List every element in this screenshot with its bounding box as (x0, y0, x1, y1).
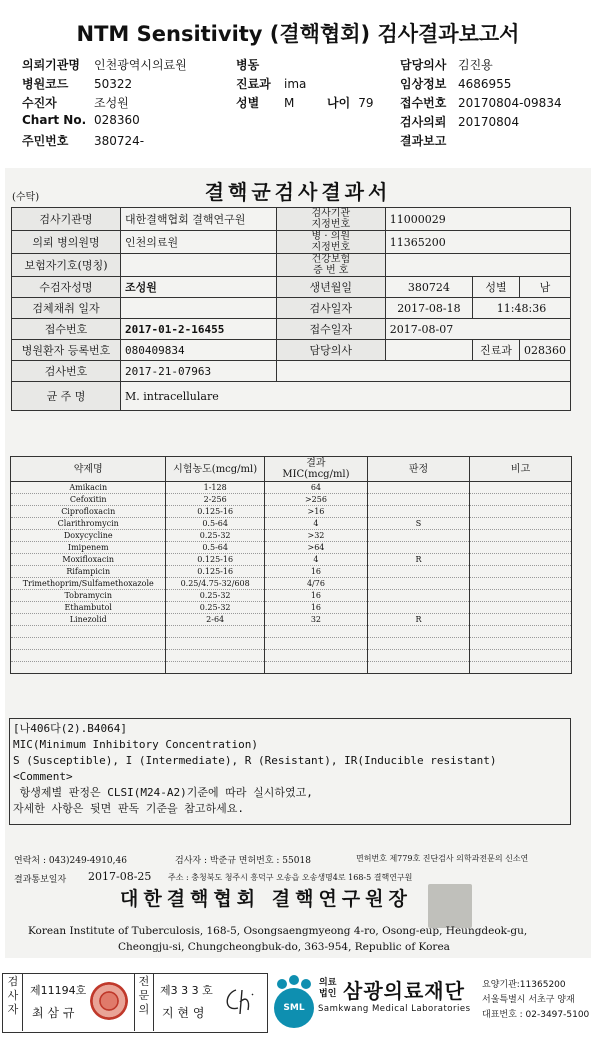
facility-code: 요양기관:11365200 (482, 980, 566, 990)
table-row (11, 530, 572, 542)
header-label: 임상정보 (400, 77, 447, 91)
drug-cell: 2-64 (166, 614, 264, 626)
drug-cell: Tobramycin (11, 590, 166, 602)
testno-value: 2017-21-07963 (121, 361, 277, 382)
address-en-1: Korean Institute of Tuberculosis, 168-5, Osongsaengmyeong 4-ro, Osong-eup, Heungdeok-gu, (28, 925, 528, 937)
drug-cell (470, 662, 572, 674)
comment-line: MIC(Minimum Inhibitory Concentration) (13, 738, 259, 751)
drug-cell: Moxifloxacin (11, 554, 166, 566)
health-no-value (385, 254, 570, 277)
drug-cell (470, 650, 572, 662)
drug-header-cell: 결과 MIC(mcg/ml) (264, 457, 367, 482)
drug-cell: >64 (264, 542, 367, 554)
table-row (11, 590, 572, 602)
dob-label: 생년월일 (276, 277, 385, 298)
drug-cell (368, 494, 470, 506)
agency-no-label: 검사기관 지정번호 (276, 208, 385, 231)
table-row (11, 518, 572, 530)
table-row (11, 626, 572, 638)
drug-cell (11, 626, 166, 638)
table-row (11, 578, 572, 590)
receiptdate-value: 2017-08-07 (385, 319, 570, 340)
header-field (400, 94, 562, 111)
phone-text: 대표번호 : 02-3497-5100 (482, 1010, 590, 1020)
drug-cell (368, 578, 470, 590)
specialist-signature-icon (222, 986, 258, 1016)
drug-cell (470, 590, 572, 602)
species-label: 균 주 명 (12, 382, 121, 411)
header-field (400, 132, 458, 149)
drug-cell (264, 662, 367, 674)
notice-date: 2017-08-25 (88, 870, 152, 883)
drug-cell (11, 638, 166, 650)
drug-cell (11, 662, 166, 674)
dept-value: 028360 (520, 340, 571, 361)
drug-cell (368, 590, 470, 602)
drug-header-cell: 비고 (470, 457, 572, 482)
header-field (22, 113, 140, 127)
drug-cell: 4 (264, 554, 367, 566)
drug-cell: 0.25-32 (166, 590, 264, 602)
header-label: 접수번호 (400, 96, 447, 110)
drug-cell: Amikacin (11, 482, 166, 494)
header-value: 조성원 (94, 96, 129, 110)
header-field (236, 75, 306, 92)
address-text: 서울특별시 서초구 양재 (482, 995, 575, 1005)
divider (134, 973, 135, 1031)
reg-label: 병원환자 등록번호 (12, 340, 121, 361)
testdate-value: 2017-08-18 (385, 298, 472, 319)
examiner-name: 최 삼 규 (32, 1006, 75, 1020)
bottom-strip (0, 970, 596, 1039)
table-row (11, 602, 572, 614)
drug-cell (470, 602, 572, 614)
header-label: 병동 (236, 58, 260, 72)
table-row (11, 650, 572, 662)
drug-cell: 16 (264, 590, 367, 602)
sml-logo-icon (272, 974, 316, 1030)
drug-cell (470, 566, 572, 578)
drug-cell (368, 566, 470, 578)
page-title: NTM Sensitivity (결핵협회) 검사결과보고서 (76, 22, 520, 46)
header-label: Chart No. (22, 113, 87, 127)
drug-cell (368, 482, 470, 494)
drug-cell (470, 542, 572, 554)
drug-header-cell: 약제명 (11, 457, 166, 482)
drug-cell: >32 (264, 530, 367, 542)
drug-cell: 0.125-16 (166, 566, 264, 578)
drug-cell (470, 578, 572, 590)
receiptdate-label: 접수일자 (276, 319, 385, 340)
header-value: 20170804 (458, 115, 520, 129)
logo-english: Samkwang Medical Laboratories (318, 1004, 471, 1014)
name-label: 수검자성명 (12, 277, 121, 298)
drug-cell (470, 530, 572, 542)
drug-cell: 0.25/4.75-32/608 (166, 578, 264, 590)
table-row (11, 662, 572, 674)
drug-cell: Cefoxitin (11, 494, 166, 506)
insurance-value (121, 254, 277, 277)
header-field (400, 56, 493, 73)
comment-line: S (Susceptible), I (Intermediate), R (Resistant), IR(Inducible resistant) (13, 754, 497, 767)
drug-cell (368, 506, 470, 518)
receipt-label: 접수번호 (12, 319, 121, 340)
insurance-label: 보험자기호(명칭) (12, 254, 121, 277)
receipt-value: 2017-01-2-16455 (121, 319, 277, 340)
testdate-label: 검사일자 (276, 298, 385, 319)
drug-cell: 0.5-64 (166, 542, 264, 554)
comment-line: 자세한 사항은 뒷면 판독 기준을 참고하세요. (13, 802, 245, 815)
address-en-2: Cheongju-si, Chungcheongbuk-do, 363-954, Republic of Korea (118, 941, 450, 953)
drug-cell (470, 494, 572, 506)
header-label: 병원코드 (22, 77, 69, 91)
header-value: 50322 (94, 77, 133, 91)
drug-cell: 2-256 (166, 494, 264, 506)
testno-empty (276, 361, 570, 382)
drug-cell: 0.25-32 (166, 602, 264, 614)
drug-cell (368, 662, 470, 674)
header-value: 4686955 (458, 77, 512, 91)
drug-cell (11, 650, 166, 662)
address-kr: 주소 : 충청북도 청주시 흥덕구 오송읍 오송생명4로 168-5 결핵연구원 (168, 873, 413, 882)
header-label: 진료과 (236, 77, 271, 91)
drug-cell (264, 638, 367, 650)
divider (153, 973, 154, 1031)
comment-line: 항생제별 판정은 CLSI(M24-A2)기준에 따라 실시하였고, (13, 786, 313, 799)
drug-cell: 32 (264, 614, 367, 626)
age-field: 나이 79 (327, 96, 374, 110)
header-field (22, 94, 129, 111)
table-row (11, 566, 572, 578)
header-value: ima (284, 77, 307, 91)
drug-cell: R (368, 614, 470, 626)
drug-cell: 4/76 (264, 578, 367, 590)
institute-seal (428, 884, 472, 928)
header-field (236, 94, 294, 111)
header-label: 담당의사 (400, 58, 447, 72)
drug-cell (470, 554, 572, 566)
contact-text: 연락처 : 043)249-4910,46 (14, 856, 127, 866)
logo-name: 삼광의료재단 (343, 979, 465, 1003)
notice-label: 결과통보일자 (14, 875, 67, 885)
drug-cell (166, 638, 264, 650)
drug-cell (470, 638, 572, 650)
header-value: 인천광역시의료원 (94, 58, 187, 72)
header-label: 수진자 (22, 96, 57, 110)
drug-cell: 0.25-32 (166, 530, 264, 542)
drug-cell (368, 602, 470, 614)
drug-cell: Doxycycline (11, 530, 166, 542)
header-field (22, 75, 132, 92)
header-value: 380724- (94, 134, 145, 148)
comment-box (9, 718, 571, 825)
drug-cell (166, 662, 264, 674)
drug-cell: 1-128 (166, 482, 264, 494)
header-label: 검사의뢰 (400, 115, 447, 129)
drug-cell: 4 (264, 518, 367, 530)
sex-value: 남 (520, 277, 571, 298)
drug-susceptibility-table (10, 456, 572, 674)
logo-badge: SML (283, 1003, 305, 1013)
drug-cell (368, 626, 470, 638)
header-label: 성별 (236, 96, 260, 110)
examiner-no: 제11194호 (30, 984, 87, 997)
drug-cell (264, 650, 367, 662)
drug-cell (368, 530, 470, 542)
drug-cell (470, 626, 572, 638)
drug-cell (264, 626, 367, 638)
reg-value: 080409834 (121, 340, 277, 361)
header-field (22, 56, 187, 73)
table-row (11, 542, 572, 554)
drug-cell (470, 482, 572, 494)
collect-label: 검체채취 일자 (12, 298, 121, 319)
hospital-no-value: 11365200 (385, 231, 570, 254)
comment-line: <Comment> (13, 770, 73, 783)
drug-cell: 64 (264, 482, 367, 494)
table-row (11, 614, 572, 626)
dept-label: 진료과 (473, 340, 520, 361)
drug-cell: Imipenem (11, 542, 166, 554)
health-no-label: 건강보험 증 번 호 (276, 254, 385, 277)
drug-cell: S (368, 518, 470, 530)
drug-cell: Trimethoprim/Sulfamethoxazole (11, 578, 166, 590)
specialist-vertical-label: 전 문 의 (138, 975, 150, 1016)
header-value: 028360 (94, 113, 140, 127)
table-row (11, 554, 572, 566)
drug-cell: Ciprofloxacin (11, 506, 166, 518)
testtime-value: 11:48:36 (473, 298, 571, 319)
drug-cell: 0.125-16 (166, 554, 264, 566)
header-label: 의뢰기관명 (22, 58, 80, 72)
header-label: 결과보고 (400, 134, 447, 148)
agency-no-value: 11000029 (385, 208, 570, 231)
logo-prefix: 의료 법인 (319, 978, 337, 999)
drug-cell: Linezolid (11, 614, 166, 626)
drug-header-cell: 판정 (368, 457, 470, 482)
agency-value: 대한결핵협회 결핵연구원 (121, 208, 277, 231)
examiner-vertical-label: 검 사 자 (7, 975, 19, 1016)
table-row (11, 482, 572, 494)
drug-cell: >256 (264, 494, 367, 506)
drug-cell (368, 638, 470, 650)
hospital-label: 의뢰 병의원명 (12, 231, 121, 254)
drug-cell (166, 650, 264, 662)
testno-label: 검사번호 (12, 361, 121, 382)
table-row (11, 506, 572, 518)
patient-info-table (11, 207, 571, 411)
header-field (400, 75, 511, 92)
species-value: M. intracellulare (121, 382, 571, 411)
drug-cell: 0.5-64 (166, 518, 264, 530)
drug-cell: 16 (264, 566, 367, 578)
header-field (236, 56, 284, 73)
comment-line: [나406다(2).B4064] (13, 722, 127, 735)
drug-cell: 16 (264, 602, 367, 614)
header-label: 주민번호 (22, 134, 69, 148)
drug-cell: R (368, 554, 470, 566)
table-row (11, 494, 572, 506)
doctor-value (385, 340, 472, 361)
drug-cell: Rifampicin (11, 566, 166, 578)
examiner-text: 검사자 : 박준규 면허번호 : 55018 (175, 856, 311, 866)
drug-cell (470, 506, 572, 518)
agency-label: 검사기관명 (12, 208, 121, 231)
drug-cell (368, 542, 470, 554)
drug-cell (166, 626, 264, 638)
header-value: 20170804-09834 (458, 96, 562, 110)
drug-header-cell: 시험농도(mcg/ml) (166, 457, 264, 482)
drug-cell (368, 650, 470, 662)
specialist-name: 지 현 영 (162, 1006, 205, 1020)
hospital-no-label: 병 · 의원 지정번호 (276, 231, 385, 254)
drug-cell (470, 518, 572, 530)
table-row (11, 638, 572, 650)
hospital-value: 인천의료원 (121, 231, 277, 254)
drug-cell: >16 (264, 506, 367, 518)
header-field (400, 113, 519, 130)
name-value: 조성원 (121, 277, 277, 298)
report-title: 결핵균검사결과서 (204, 180, 392, 204)
institute-name: 대한결핵협회 결핵연구원장 (120, 888, 412, 910)
drug-cell: Clarithromycin (11, 518, 166, 530)
license-text: 면허번호 제779호 진단검사 의학과전문의 신소연 (356, 854, 529, 863)
divider (22, 973, 23, 1031)
examiner-seal-icon (90, 982, 128, 1020)
drug-cell (470, 614, 572, 626)
header-value: 김진용 (458, 58, 493, 72)
doctor-label: 담당의사 (276, 340, 385, 361)
collect-value (121, 298, 277, 319)
header-field (22, 132, 144, 149)
header-value: M (284, 96, 295, 110)
drug-cell: Ethambutol (11, 602, 166, 614)
specialist-no: 제3 3 3 호 (160, 984, 213, 997)
dob-value: 380724 (385, 277, 472, 298)
sex-label: 성별 (473, 277, 520, 298)
consignment-mark: (수탁) (12, 192, 40, 203)
drug-cell: 0.125-16 (166, 506, 264, 518)
